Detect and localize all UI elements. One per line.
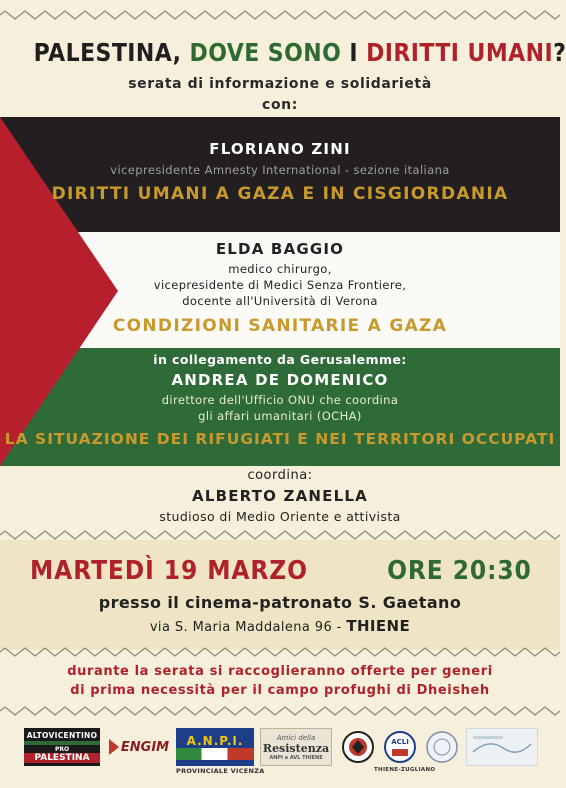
donation-note-line-1: durante la serata si raccoglieranno offerte per generi [67, 664, 493, 679]
speaker-3-role-1: direttore dell'Ufficio ONU che coordina [161, 393, 399, 407]
speaker-1-topic: DIRITTI UMANI A GAZA E IN CISGIORDANIA [51, 184, 509, 204]
acli-emblem-icon [383, 730, 417, 764]
date-bottom-border [0, 647, 560, 657]
speaker-1-role: vicepresidente Amnesty International - sezione italiana [110, 163, 450, 177]
acli-caption: THIENE-ZUGLIANO [374, 767, 436, 773]
speaker-2-role-2: vicepresidente di Medici Senza Frontiere, [153, 278, 407, 292]
speaker-2-role-3: docente all'Università di Verona [182, 294, 378, 308]
engim-mark-icon [107, 737, 121, 757]
event-city: THIENE [346, 617, 411, 635]
seal-icon [425, 730, 459, 764]
top-zigzag-border [0, 10, 560, 20]
emblem-circle-icon [341, 730, 375, 764]
donation-note-line-2: di prima necessità per il campo profughi di Dheisheh [70, 683, 490, 698]
event-place: presso il cinema-patronato S. Gaetano [98, 593, 462, 612]
anpi-logo: A.N.P.I. [176, 728, 254, 766]
speaker-2-name: ELDA BAGGIO [215, 240, 345, 258]
moderator-role: studioso di Medio Oriente e attivista [159, 509, 401, 524]
speaker-3-intro: in collegamento da Gerusalemme: [153, 352, 407, 367]
speaker-3-name: ANDREA DE DOMENICO [171, 371, 389, 389]
speaker-1-name: FLORIANO ZINI [209, 140, 351, 158]
amici-resistenza-logo: Amici della Resistenza ANPI e AVL THIENE [260, 728, 332, 766]
emblem-logo [340, 728, 376, 766]
altovicentino-logo: ALTOVICENTINO PRO PALESTINA [24, 728, 100, 766]
association-banner-logo [466, 728, 538, 766]
acli-logo: ACLI [382, 728, 418, 766]
date-top-border [0, 530, 560, 540]
anpi-caption: PROVINCIALE VICENZA [176, 767, 265, 775]
logos-top-border [0, 706, 560, 716]
event-date: MARTEDÌ 19 MARZO [30, 556, 308, 586]
moderator-name: ALBERTO ZANELLA [192, 487, 368, 505]
speaker-3-topic: LA SITUAZIONE DEI RIFUGIATI E NEI TERRITORI OCCUPATI [4, 430, 556, 448]
speaker-2-role-1: medico chirurgo, [228, 262, 332, 276]
event-address: via S. Maria Maddalena 96 - THIENE [149, 617, 411, 635]
poster-subtitle: serata di informazione e solidarietà [128, 76, 432, 92]
association-seal-logo [424, 728, 460, 766]
banner-graphic-icon [469, 732, 535, 762]
poster-title: PALESTINA, DOVE SONO I DIRITTI UMANI? [33, 38, 566, 67]
con-label: con: [262, 97, 298, 113]
engim-logo: ENGIM [106, 728, 170, 766]
speaker-3-role-2: gli affari umanitari (OCHA) [198, 409, 362, 423]
speaker-2-topic: CONDIZIONI SANITARIE A GAZA [112, 316, 448, 336]
event-time: ORE 20:30 [387, 556, 532, 586]
moderator-label: coordina: [247, 468, 313, 483]
sponsor-logos [24, 722, 540, 775]
